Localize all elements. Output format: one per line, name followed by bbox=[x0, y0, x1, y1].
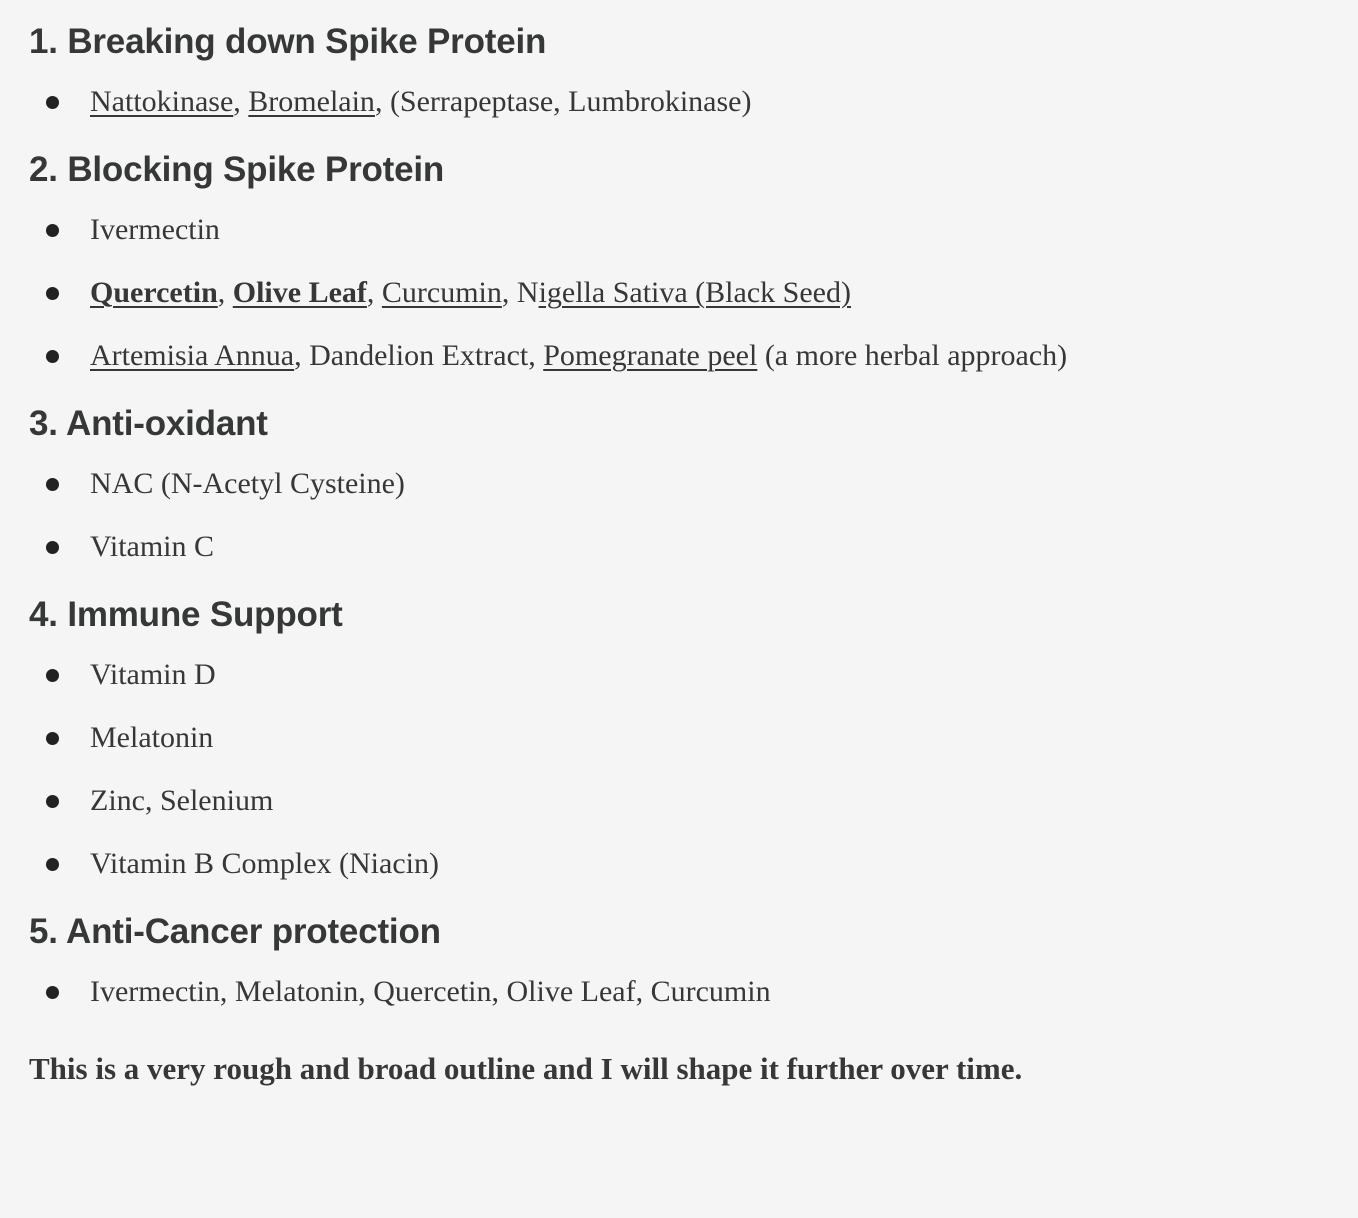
item-text: Melatonin bbox=[90, 721, 214, 754]
list-item bbox=[29, 971, 1349, 1013]
item-text: , bbox=[366, 276, 382, 309]
section-heading: 4. Immune Support bbox=[29, 595, 343, 634]
bullet-icon bbox=[46, 732, 59, 745]
section-heading: 3. Anti-oxidant bbox=[29, 404, 268, 443]
list-item bbox=[29, 780, 1349, 822]
item-text: Ivermectin bbox=[90, 213, 220, 246]
section-3 bbox=[29, 402, 1349, 568]
link-igella-sativa-black-seed[interactable]: igella Sativa (Black Seed) bbox=[538, 276, 851, 309]
bullet-icon bbox=[46, 669, 59, 682]
link-bromelain[interactable]: Bromelain bbox=[248, 85, 375, 118]
bullet-icon bbox=[46, 858, 59, 871]
section-5 bbox=[29, 910, 1349, 1013]
bullet-icon bbox=[46, 350, 59, 363]
bullet-list bbox=[29, 81, 1349, 123]
list-item bbox=[29, 272, 1349, 314]
bullet-icon bbox=[46, 287, 59, 300]
list-item bbox=[29, 654, 1349, 696]
bullet-list bbox=[29, 971, 1349, 1013]
list-item bbox=[29, 843, 1349, 885]
bullet-icon bbox=[46, 795, 59, 808]
bullet-list bbox=[29, 654, 1349, 885]
list-item bbox=[29, 717, 1349, 759]
list-item bbox=[29, 335, 1349, 377]
list-item bbox=[29, 209, 1349, 251]
list-item bbox=[29, 81, 1349, 123]
link-olive-leaf[interactable]: Olive Leaf bbox=[232, 276, 367, 309]
item-text: NAC (N-Acetyl Cysteine) bbox=[90, 467, 405, 500]
section-2 bbox=[29, 148, 1349, 377]
item-text: , N bbox=[501, 276, 539, 309]
item-text: , Dandelion Extract, bbox=[294, 339, 544, 372]
item-text: Zinc, Selenium bbox=[90, 784, 274, 817]
item-text: Ivermectin, Melatonin, Quercetin, Olive Leaf, Curcumin bbox=[90, 975, 771, 1008]
bullet-list bbox=[29, 463, 1349, 568]
section-4 bbox=[29, 593, 1349, 885]
item-text: , bbox=[233, 85, 249, 118]
closing-paragraph: This is a very rough and broad outline and I will shape it further over time. bbox=[29, 1051, 1023, 1086]
link-quercetin[interactable]: Quercetin bbox=[90, 276, 218, 309]
section-heading: 1. Breaking down Spike Protein bbox=[29, 22, 547, 61]
link-nattokinase[interactable]: Nattokinase bbox=[90, 85, 234, 118]
list-item bbox=[29, 526, 1349, 568]
section-heading: 5. Anti-Cancer protection bbox=[29, 912, 441, 951]
section-list bbox=[29, 20, 1349, 1013]
bullet-icon bbox=[46, 96, 59, 109]
item-text: Vitamin C bbox=[90, 530, 215, 563]
item-text: , bbox=[217, 276, 233, 309]
bullet-icon bbox=[46, 478, 59, 491]
bullet-icon bbox=[46, 541, 59, 554]
link-pomegranate-peel[interactable]: Pomegranate peel bbox=[543, 339, 758, 372]
item-text: (a more herbal approach) bbox=[757, 339, 1068, 372]
section-heading: 2. Blocking Spike Protein bbox=[29, 150, 445, 189]
item-text: , (Serrapeptase, Lumbrokinase) bbox=[374, 85, 752, 118]
bullet-list bbox=[29, 209, 1349, 377]
item-text: Vitamin D bbox=[90, 658, 216, 691]
section-1 bbox=[29, 20, 1349, 123]
list-item bbox=[29, 463, 1349, 505]
bullet-icon bbox=[46, 224, 59, 237]
bullet-icon bbox=[46, 986, 59, 999]
link-artemisia-annua[interactable]: Artemisia Annua bbox=[90, 339, 295, 372]
item-text: Vitamin B Complex (Niacin) bbox=[90, 847, 439, 880]
link-curcumin[interactable]: Curcumin bbox=[381, 276, 502, 309]
